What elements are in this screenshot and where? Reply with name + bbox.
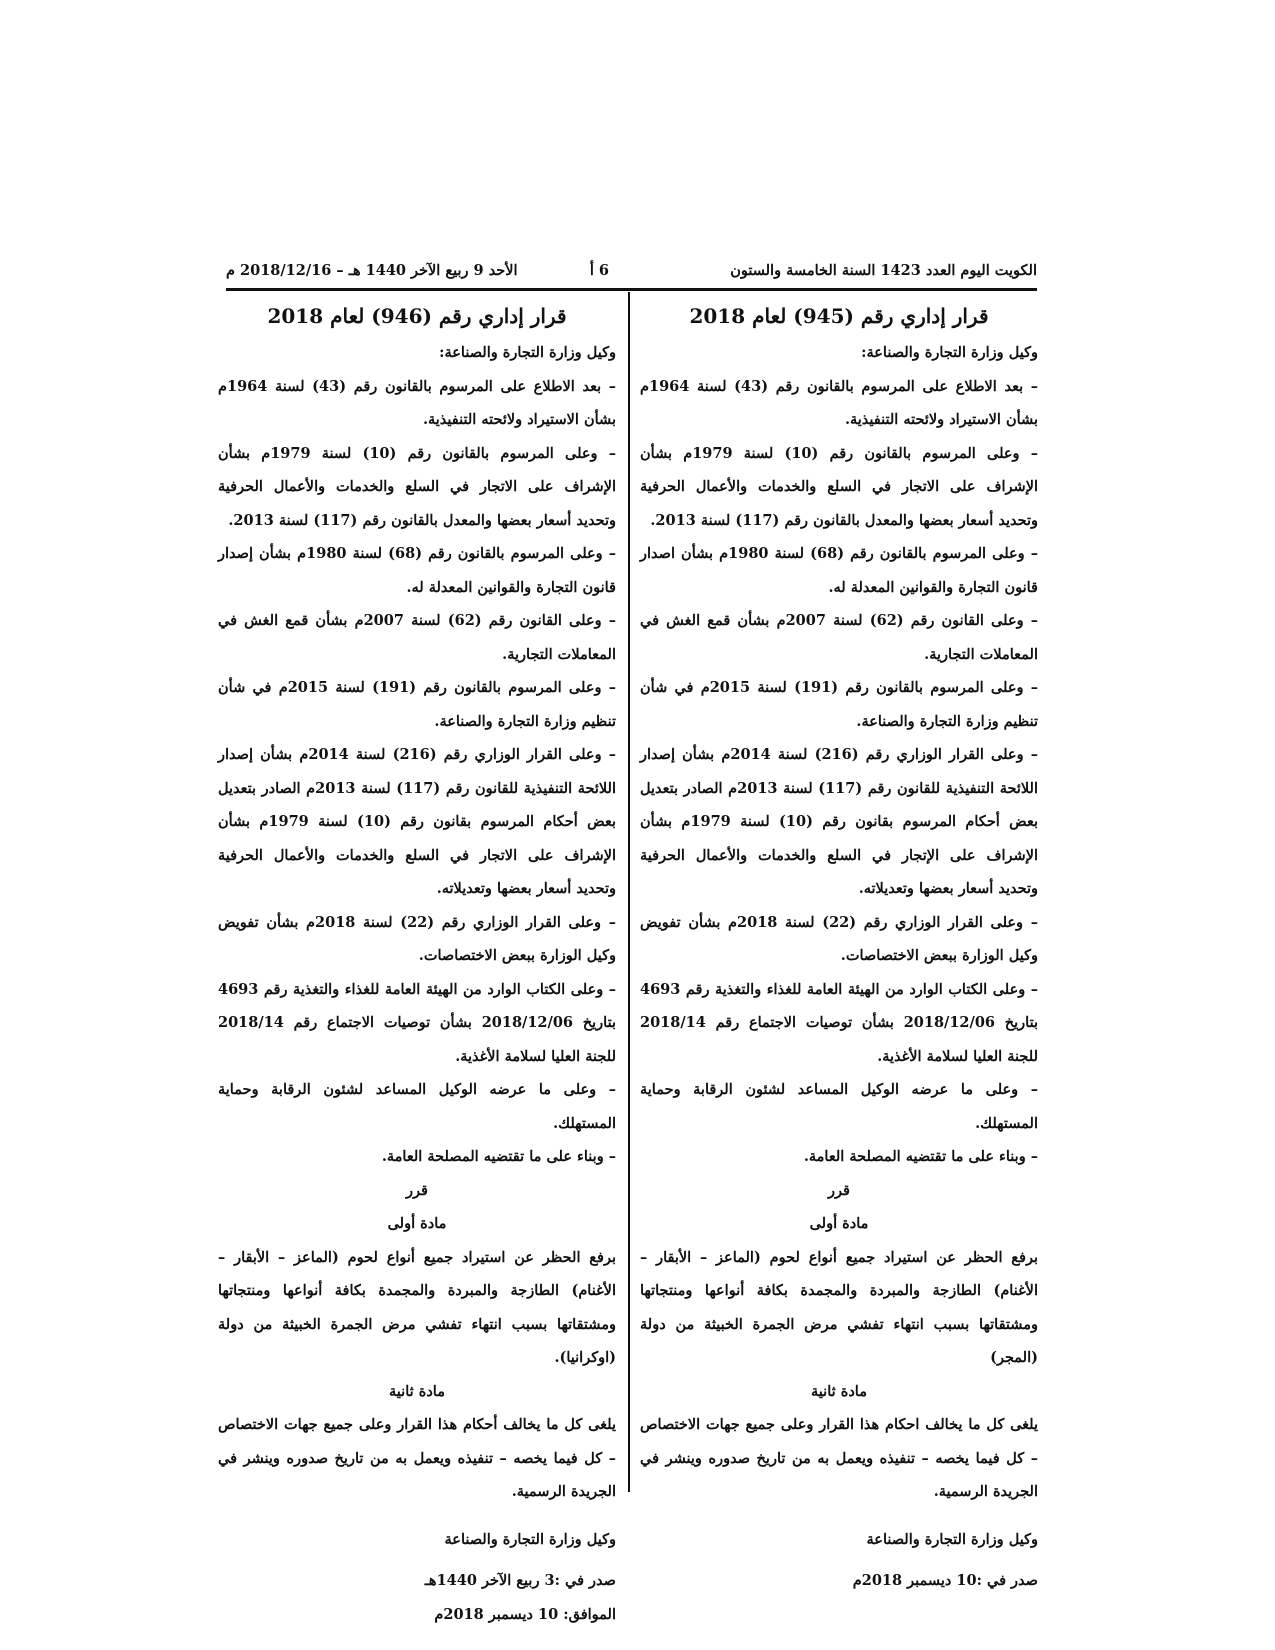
signature: وكيل وزارة التجارة والصناعة: [444, 1530, 616, 1548]
issuer: وكيل وزارة التجارة والصناعة:: [861, 344, 1038, 361]
decided-heading: قرر: [406, 1181, 428, 1199]
preamble-item: – وعلى القرار الوزاري رقم (216) لسنة 2014م بشأن إصدار اللائحة التنفيذية للقانون رقم (117) لسنة 2013م الصادر بتعديل بعض أحكام المرسوم بقانون رقم (10) لسنة 1979م بشأن الإشراف على الإتجار في السلع والخدمات والأعمال الحرفية وتحديد أسعار بعضها وتعديلاته.: [640, 746, 1039, 897]
preamble-item: – وعلى المرسوم بالقانون رقم (191) لسنة 2015م في شأن تنظيم وزارة التجارة والصناعة.: [640, 679, 1038, 730]
decided-heading: قرر: [828, 1181, 850, 1199]
issuer: وكيل وزارة التجارة والصناعة:: [439, 344, 616, 361]
article-1-heading: مادة أولى: [387, 1215, 447, 1232]
preamble-item: – وعلى المرسوم بالقانون رقم (10) لسنة 1979م بشأن الإشراف على الاتجار في السلع والخدمات والأعمال الحرفية وتحديد أسعار بعضها والمعدل بالقانون رقم (117) لسنة 2013.: [640, 444, 1038, 529]
signature: وكيل وزارة التجارة والصناعة: [866, 1530, 1038, 1548]
preamble-item: – وعلى ما عرضه الوكيل المساعد لشئون الرقابة وحماية المستهلك.: [218, 1081, 616, 1132]
issue-date: صدر في :3 ربيع الآخر 1440هـ: [424, 1572, 616, 1589]
header-issue: الكويت اليوم العدد 1423 السنة الخامسة والستون: [730, 262, 1037, 279]
decision-title: قرار إداري رقم (946) لعام 2018: [267, 304, 567, 328]
header-date: الأحد 9 ربيع الآخر 1440 هـ – 2018/12/16 م: [226, 262, 518, 279]
preamble-item: – وعلى المرسوم بالقانون رقم (68) لسنة 1980م بشأن اصدار قانون التجارة والقوانين المعدلة له.: [640, 545, 1038, 596]
preamble-item: – وبناء على ما تقتضيه المصلحة العامة.: [803, 1148, 1038, 1165]
article-2-text: يلغى كل ما يخالف أحكام هذا القرار وعلى جميع جهات الاختصاص – كل فيما يخصه – تنفيذه ويعمل به من تاريخ صدوره وينشر في الجريدة الرسمية.: [218, 1416, 616, 1500]
article-2-heading: مادة ثانية: [811, 1382, 867, 1400]
article-1-heading: مادة أولى: [809, 1215, 869, 1232]
decision-title: قرار إداري رقم (945) لعام 2018: [689, 304, 989, 328]
article-1-text: برفع الحظر عن استيراد جميع أنواع لحوم (الماعز – الأبقار – الأغنام) الطازجة والمبردة والمجمدة بكافة أنواعها ومنتجاتها ومشتقاتها بسبب انتهاء تفشي مرض الجمرة الخبيثة من دولة (المجر): [640, 1248, 1038, 1366]
page-header: [226, 258, 1037, 291]
article-2-text: يلغى كل ما يخالف احكام هذا القرار وعلى جميع جهات الاختصاص – كل فيما يخصه – تنفيذه ويعمل به من تاريخ صدوره وينشر في الجريدة الرسمية.: [640, 1416, 1038, 1500]
column-divider: [628, 292, 630, 1492]
corresponding-date: الموافق: 10 ديسمبر 2018م: [434, 1605, 616, 1623]
header-page-number: 6 أ: [589, 262, 609, 279]
preamble-item: – وعلى ما عرضه الوكيل المساعد لشئون الرقابة وحماية المستهلك.: [640, 1081, 1038, 1132]
preamble-item: – وعلى القرار الوزاري رقم (216) لسنة 2014م بشأن إصدار اللائحة التنفيذية للقانون رقم (117) لسنة 2013م الصادر بتعديل بعض أحكام المرسوم بقانون رقم (10) لسنة 1979م بشأن الإشراف على الاتجار في السلع والخدمات والأعمال الحرفية وتحديد أسعار بعضها وتعديلاته.: [218, 746, 617, 897]
preamble-item: – وعلى المرسوم بالقانون رقم (10) لسنة 1979م بشأن الإشراف على الاتجار في السلع والخدمات والأعمال الحرفية وتحديد أسعار بعضها والمعدل بالقانون رقم (117) لسنة 2013.: [218, 444, 616, 529]
preamble-item: – وعلى القرار الوزاري رقم (22) لسنة 2018م بشأن تفويض وكيل الوزارة ببعض الاختصاصات.: [640, 913, 1038, 964]
preamble-item: – وعلى القانون رقم (62) لسنة 2007م بشأن قمع الغش في المعاملات التجارية.: [640, 612, 1038, 663]
preamble-item: – وعلى المرسوم بالقانون رقم (68) لسنة 1980م بشأن إصدار قانون التجارة والقوانين المعدلة له.: [218, 545, 616, 596]
preamble-item: – وعلى القرار الوزاري رقم (22) لسنة 2018م بشأن تفويض وكيل الوزارة ببعض الاختصاصات.: [218, 913, 616, 964]
article-2-heading: مادة ثانية: [389, 1382, 445, 1400]
preamble-item: – وعلى الكتاب الوارد من الهيئة العامة للغذاء والتغذية رقم 4693 بتاريخ 2018/12/06 بشأن توصيات الاجتماع رقم 2018/14 للجنة العليا لسلامة الأغذية.: [218, 980, 616, 1065]
preamble-item: – وعلى المرسوم بالقانون رقم (191) لسنة 2015م في شأن تنظيم وزارة التجارة والصناعة.: [218, 679, 616, 730]
preamble-item: – وبناء على ما تقتضيه المصلحة العامة.: [381, 1148, 616, 1165]
preamble-item: – وعلى الكتاب الوارد من الهيئة العامة للغذاء والتغذية رقم 4693 بتاريخ 2018/12/06 بشأن توصيات الاجتماع رقم 2018/14 للجنة العليا لسلامة الأغذية.: [640, 980, 1038, 1065]
article-1-text: برفع الحظر عن استيراد جميع أنواع لحوم (الماعز – الأبقار – الأغنام) الطازجة والمبردة والمجمدة بكافة أنواعها ومنتجاتها ومشتقاتها بسبب انتهاء تفشي مرض الجمرة الخبيثة من دولة (اوكرانيا).: [218, 1248, 616, 1366]
preamble-item: – وعلى القانون رقم (62) لسنة 2007م بشأن قمع الغش في المعاملات التجارية.: [218, 612, 616, 663]
decision-945: [640, 300, 1038, 1598]
preamble-item: – بعد الاطلاع على المرسوم بالقانون رقم (43) لسنة 1964م بشأن الاستيراد ولائحته التنفيذية.: [640, 377, 1038, 428]
decision-946: [218, 300, 616, 1631]
preamble-item: – بعد الاطلاع على المرسوم بالقانون رقم (43) لسنة 1964م بشأن الاستيراد ولائحته التنفيذية.: [218, 377, 616, 428]
issue-date: صدر في :10 ديسمبر 2018م: [852, 1572, 1038, 1589]
